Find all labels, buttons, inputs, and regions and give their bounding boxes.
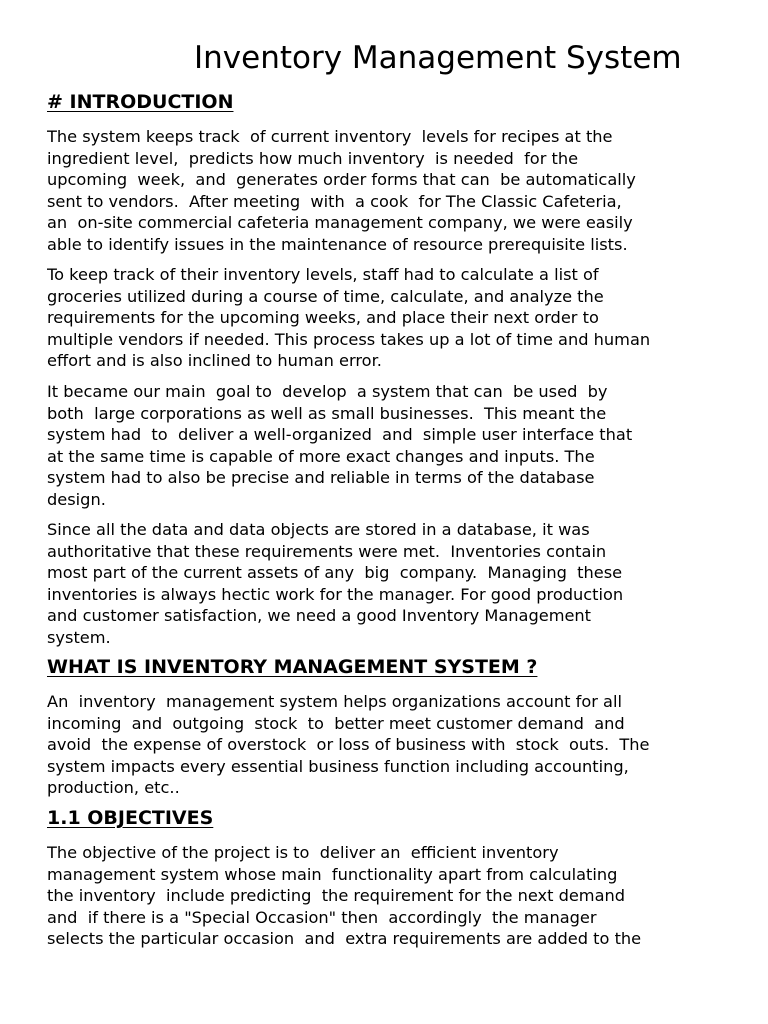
text-line: most part of the current assets of any big company. Managing these bbox=[47, 563, 623, 583]
text-line: selects the particular occasion and extra requirements are added to the bbox=[47, 929, 642, 949]
text-line: avoid the expense of overstock or loss of business with stock outs. The bbox=[47, 735, 650, 755]
paragraph-intro-4 bbox=[47, 519, 737, 649]
page-title: Inventory Management System bbox=[194, 40, 682, 76]
text-line: the inventory include predicting the requirement for the next demand bbox=[47, 886, 626, 906]
paragraph-intro-3 bbox=[47, 381, 737, 511]
text-line: system had to deliver a well-organized and simple user interface that bbox=[47, 425, 633, 445]
text-line: authoritative that these requirements were met. Inventories contain bbox=[47, 541, 607, 561]
text-line: both large corporations as well as small businesses. This meant the bbox=[47, 403, 607, 423]
text-line: Since all the data and data objects are stored in a database, it was bbox=[47, 520, 590, 539]
text-line: and if there is a "Special Occasion" then accordingly the manager bbox=[47, 907, 597, 927]
paragraph-what-is-ims bbox=[47, 691, 737, 799]
text-line: multiple vendors if needed. This process takes up a lot of time and human bbox=[47, 329, 651, 349]
text-line: sent to vendors. After meeting with a cook for The Classic Cafeteria, bbox=[47, 191, 622, 211]
text-line: system had to also be precise and reliable in terms of the database bbox=[47, 468, 595, 488]
text-line: The objective of the project is to deliver an efficient inventory bbox=[47, 843, 559, 862]
text-line: An inventory management system helps organizations account for all bbox=[47, 692, 622, 711]
text-line: effort and is also inclined to human error. bbox=[47, 351, 382, 371]
paragraph-objectives bbox=[47, 842, 737, 950]
text-line: It became our main goal to develop a system that can be used by bbox=[47, 382, 608, 401]
heading-objectives: 1.1 OBJECTIVES bbox=[47, 807, 214, 829]
text-line: at the same time is capable of more exact changes and inputs. The bbox=[47, 446, 595, 466]
text-line: an on-site commercial cafeteria management company, we were easily bbox=[47, 213, 633, 233]
text-line: production, etc.. bbox=[47, 778, 180, 798]
text-line: requirements for the upcoming weeks, and place their next order to bbox=[47, 308, 599, 328]
text-line: management system whose main functionality apart from calculating bbox=[47, 864, 618, 884]
text-line: inventories is always hectic work for the manager. For good production bbox=[47, 584, 624, 604]
text-line: groceries utilized during a course of time, calculate, and analyze the bbox=[47, 286, 604, 306]
heading-what-is-ims: WHAT IS INVENTORY MANAGEMENT SYSTEM ? bbox=[47, 656, 538, 678]
text-line: ingredient level, predicts how much inventory is needed for the bbox=[47, 148, 579, 168]
text-line: The system keeps track of current inventory levels for recipes at the bbox=[47, 127, 613, 146]
heading-introduction: # INTRODUCTION bbox=[47, 91, 234, 113]
text-line: To keep track of their inventory levels, staff had to calculate a list of bbox=[47, 265, 599, 284]
text-line: and customer satisfaction, we need a good Inventory Management bbox=[47, 606, 592, 626]
text-line: system. bbox=[47, 627, 111, 647]
text-line: design. bbox=[47, 489, 106, 509]
text-line: able to identify issues in the maintenance of resource prerequisite lists. bbox=[47, 234, 628, 254]
paragraph-intro-1 bbox=[47, 126, 737, 256]
text-line: incoming and outgoing stock to better meet customer demand and bbox=[47, 713, 625, 733]
text-line: system impacts every essential business function including accounting, bbox=[47, 756, 629, 776]
text-line: upcoming week, and generates order forms that can be automatically bbox=[47, 170, 636, 190]
paragraph-intro-2 bbox=[47, 264, 737, 372]
